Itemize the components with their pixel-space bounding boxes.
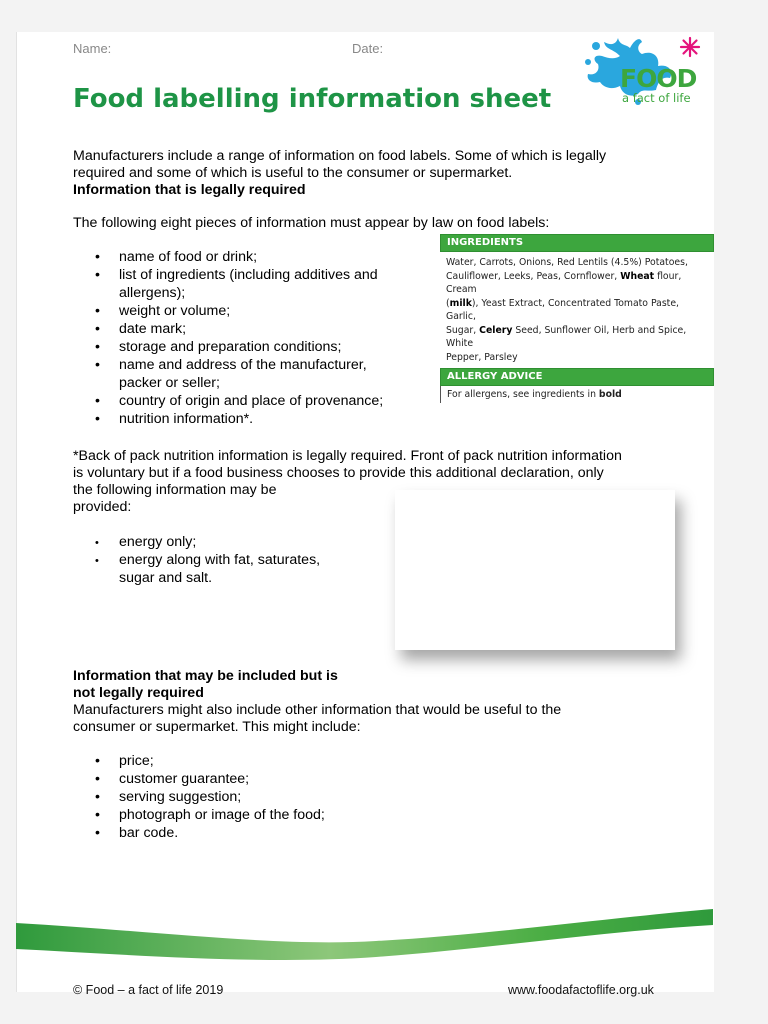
footer-website-link[interactable]: www.foodafactoflife.org.uk — [508, 983, 654, 997]
list-item: • nutrition information*. — [73, 410, 453, 428]
front-of-pack-list — [73, 533, 403, 587]
ingredients-heading: INGREDIENTS — [440, 234, 714, 252]
list-item: • customer guarantee; — [73, 770, 473, 788]
date-label: Date: — [352, 41, 384, 56]
intro-line-2: required and some of which is useful to the consumer or supermarket. — [73, 165, 513, 181]
food-a-fact-of-life-logo — [582, 32, 712, 112]
list-item: • name of food or drink; — [73, 248, 453, 266]
footer-copyright: © Food – a fact of life 2019 — [73, 983, 224, 997]
legal-items-list — [73, 248, 453, 428]
list-item: • weight or volume; — [73, 302, 453, 320]
front-of-pack-placeholder-box — [395, 490, 675, 650]
list-item: • price; — [73, 752, 473, 770]
list-item: • country of origin and place of provenance; — [73, 392, 453, 410]
list-item: • list of ingredients (including additives and allergens); — [73, 266, 453, 302]
list-item: • serving suggestion; — [73, 788, 473, 806]
ingredients-text: Water, Carrots, Onions, Red Lentils (4.5%) Potatoes, Cauliflower, Leeks, Peas, Cornflower, Wheat flour, Cream (milk), Yeast Extract, Concentrated Tomato Paste, Garlic, Sugar, Celery Seed, Sunflower Oil, Herb and Spice, White Pepper, Parsley — [446, 257, 688, 363]
optional-heading-1: Information that may be included but is — [73, 668, 338, 684]
intro-paragraph — [73, 148, 693, 199]
allergy-heading: ALLERGY ADVICE — [440, 368, 714, 386]
name-label: Name: — [73, 41, 112, 56]
list-item: • bar code. — [73, 824, 473, 842]
optional-items-list — [73, 752, 473, 842]
optional-section: Information that may be included but is not legally required Manufacturers might also include other information that would be useful to the consumer or supermarket. This might include: — [73, 668, 693, 736]
green-swoosh-decoration — [16, 905, 713, 970]
legal-intro: The following eight pieces of information must appear by law on food labels: — [73, 215, 550, 231]
legal-heading: Information that is legally required — [73, 182, 306, 198]
logo-word: FOOD — [620, 64, 697, 93]
list-item: • photograph or image of the food; — [73, 806, 473, 824]
list-item: • energy only; — [73, 533, 403, 551]
list-item: • name and address of the manufacturer, packer or seller; — [73, 356, 453, 392]
list-item: • date mark; — [73, 320, 453, 338]
optional-heading-2: not legally required — [73, 685, 204, 701]
intro-line-1: Manufacturers include a range of information on food labels. Some of which is legally — [73, 148, 607, 164]
nutrition-note: *Back of pack nutrition information is legally required. Front of pack nutrition information is voluntary but if a food business chooses to provide this additional declaration, only the following information may be provided: — [73, 448, 622, 515]
list-item: • energy along with fat, saturates, sugar and salt. — [73, 551, 403, 587]
allergy-text: For allergens, see ingredients in bold — [440, 386, 714, 403]
logo-tagline: a fact of life — [622, 91, 691, 105]
ingredients-label-image — [440, 234, 714, 403]
page-title: Food labelling information sheet — [73, 84, 552, 114]
list-item: • storage and preparation conditions; — [73, 338, 453, 356]
